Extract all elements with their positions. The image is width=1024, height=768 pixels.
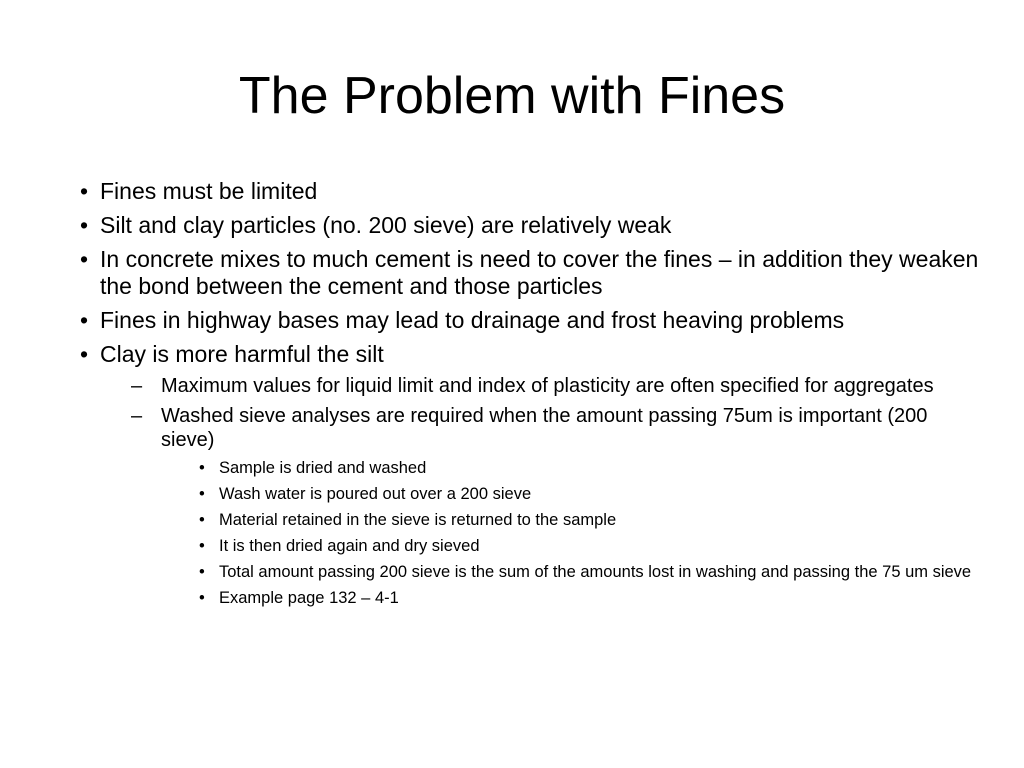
sub-sub-bullet-item bbox=[199, 484, 984, 504]
bullet-icon: • bbox=[80, 212, 89, 238]
sub-sub-bullet-item bbox=[199, 458, 984, 478]
slide-content bbox=[80, 178, 984, 615]
sub-sub-bullet-item bbox=[199, 562, 984, 582]
sub-bullet-list bbox=[100, 374, 984, 608]
bullet-icon: • bbox=[199, 537, 205, 555]
bullet-item bbox=[80, 307, 984, 334]
bullet-text: Fines in highway bases may lead to drainage and frost heaving problems bbox=[100, 307, 845, 333]
slide-title: The Problem with Fines bbox=[238, 67, 786, 125]
bullet-icon: • bbox=[199, 589, 205, 607]
bullet-icon: • bbox=[80, 246, 89, 272]
sub-bullet-text: Maximum values for liquid limit and index of plasticity are often specified for aggregates bbox=[161, 375, 934, 397]
dash-icon: – bbox=[131, 375, 143, 397]
sub-sub-bullet-text: Sample is dried and washed bbox=[219, 459, 427, 477]
sub-bullet-text: Washed sieve analyses are required when the amount passing 75um is important (200 sieve) bbox=[161, 405, 928, 451]
bullet-icon: • bbox=[80, 178, 89, 204]
sub-sub-bullet-item bbox=[199, 536, 984, 556]
bullet-icon: • bbox=[199, 511, 205, 529]
bullet-icon: • bbox=[199, 563, 205, 581]
bullet-item bbox=[80, 178, 984, 205]
sub-sub-bullet-text: Total amount passing 200 sieve is the sum of the amounts lost in washing and passing the 75 um sieve bbox=[219, 563, 972, 581]
sub-sub-bullet-text: Wash water is poured out over a 200 sieve bbox=[219, 485, 532, 503]
sub-sub-bullet-item bbox=[199, 588, 984, 608]
sub-sub-bullet-text: Material retained in the sieve is returned to the sample bbox=[219, 511, 617, 529]
sub-sub-bullet-list bbox=[161, 458, 984, 608]
sub-bullet-item bbox=[131, 374, 984, 398]
sub-bullet-item bbox=[131, 404, 984, 608]
bullet-text: Fines must be limited bbox=[100, 178, 318, 204]
bullet-icon: • bbox=[80, 307, 89, 333]
sub-sub-bullet-item bbox=[199, 510, 984, 530]
sub-sub-bullet-text: It is then dried again and dry sieved bbox=[219, 537, 480, 555]
bullet-icon: • bbox=[80, 341, 89, 367]
bullet-item bbox=[80, 246, 984, 300]
dash-icon: – bbox=[131, 405, 143, 427]
bullet-item bbox=[80, 341, 984, 608]
bullet-text: Silt and clay particles (no. 200 sieve) are relatively weak bbox=[100, 212, 672, 238]
bullet-list bbox=[80, 178, 984, 608]
bullet-icon: • bbox=[199, 485, 205, 503]
sub-sub-bullet-text: Example page 132 – 4-1 bbox=[219, 589, 399, 607]
bullet-icon: • bbox=[199, 459, 205, 477]
bullet-text: In concrete mixes to much cement is need to cover the fines – in addition they weaken the bond between the cement and those particles bbox=[100, 246, 979, 299]
bullet-text: Clay is more harmful the silt bbox=[100, 341, 384, 367]
bullet-item bbox=[80, 212, 984, 239]
